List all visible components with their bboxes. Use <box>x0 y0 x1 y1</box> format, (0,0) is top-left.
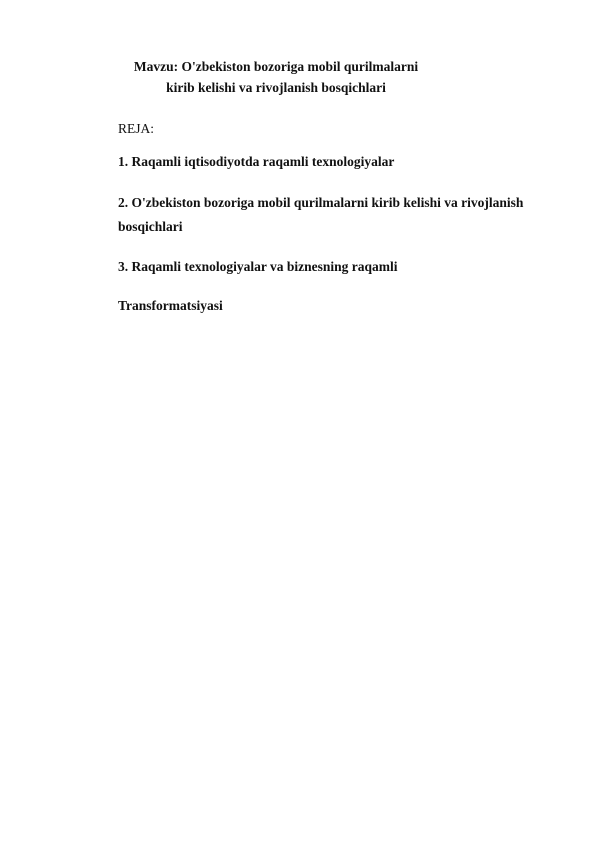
plan-item-3-line-2: Transformatsiyasi <box>118 298 223 313</box>
plan-item-3-line-1: 3. Raqamli texnologiyalar va biznesning raqamli <box>118 259 398 274</box>
plan-item-1: 1. Raqamli iqtisodiyotda raqamli texnologiyalar <box>118 154 395 169</box>
document-title-line-1: Mavzu: O'zbekiston bozoriga mobil qurilmalarni <box>133 59 419 74</box>
plan-heading: REJA: <box>118 121 155 136</box>
plan-item-2-line-1: 2. O'zbekiston bozoriga mobil qurilmalarni kirib kelishi va rivojlanish <box>118 195 524 210</box>
document-title-line-2: kirib kelishi va rivojlanish bosqichlari <box>166 80 386 95</box>
plan-item-2-line-2: bosqichlari <box>118 219 183 234</box>
